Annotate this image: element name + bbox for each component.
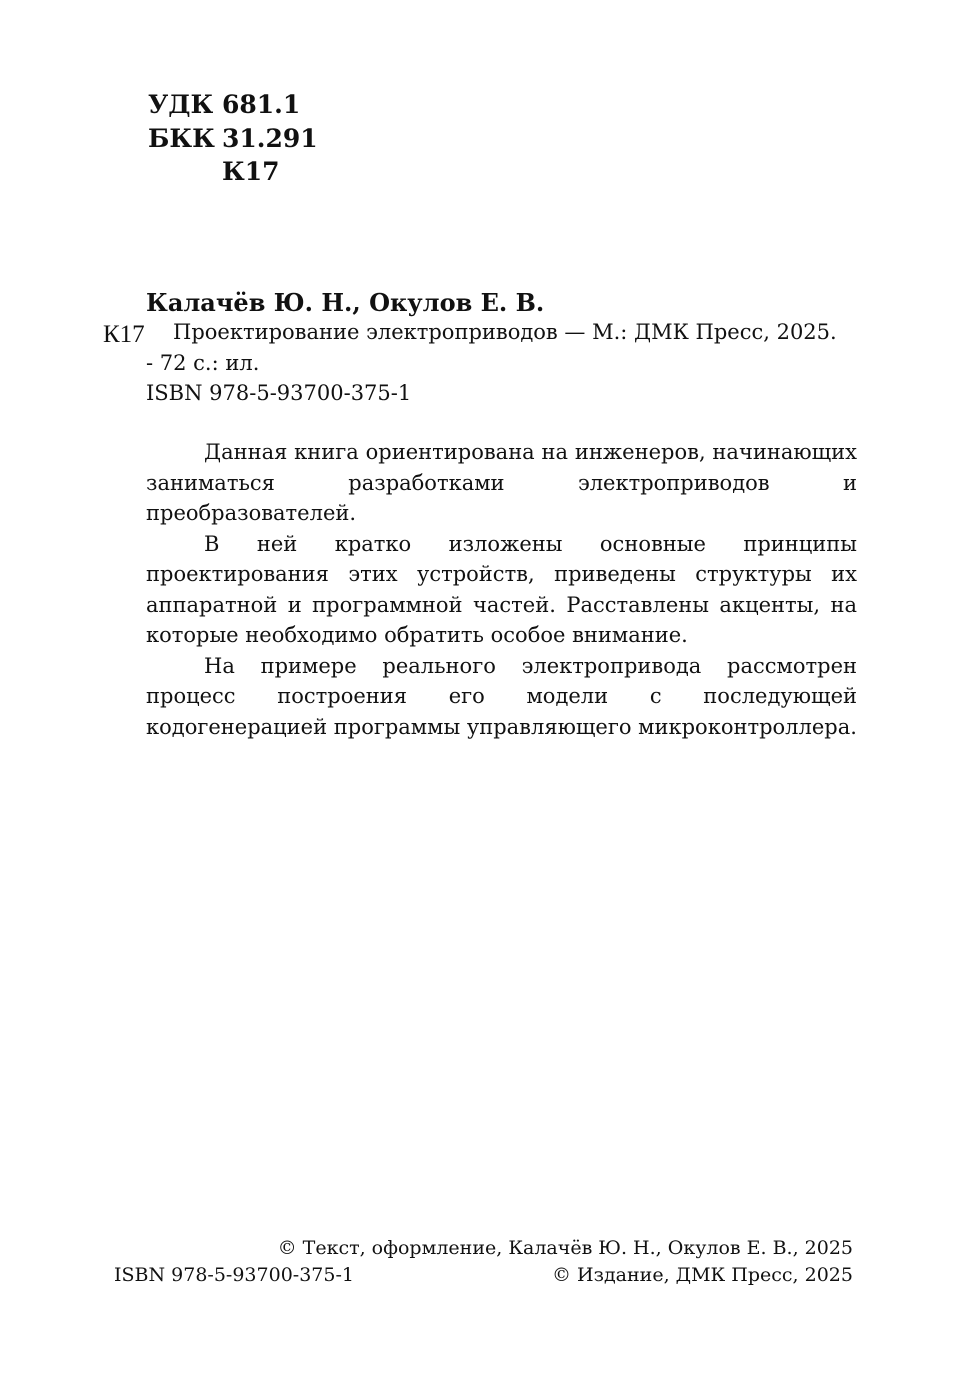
- bbk-value: 31.291: [222, 124, 318, 153]
- annotation: [146, 437, 857, 742]
- isbn-line: ISBN 978-5-93700-375-1: [146, 381, 412, 405]
- annotation-paragraph: В ней кратко изложены основные принципы проектирования этих устройств, приведены структуры их аппаратной и программной частей. Расставлены акценты, на которые необходимо обратить особое внимание.: [146, 531, 857, 647]
- author-mark: К17: [222, 157, 280, 186]
- copyright-text: © Текст, оформление, Калачёв Ю. Н., Окулов Е. В., 2025: [277, 1237, 853, 1259]
- footer-isbn: ISBN 978-5-93700-375-1: [114, 1264, 354, 1286]
- pages-line: - 72 с.: ил.: [146, 351, 260, 375]
- author-mark-row: [148, 157, 280, 187]
- authors-heading: Калачёв Ю. Н., Окулов Е. В.: [146, 288, 545, 317]
- bbk-row: [148, 124, 318, 154]
- author-mark-margin: К17: [103, 321, 145, 348]
- copyright-edition: © Издание, ДМК Пресс, 2025: [552, 1264, 853, 1286]
- udk-row: [148, 90, 300, 120]
- book-title-line: Проектирование электроприводов — М.: ДМК Пресс, 2025.: [173, 320, 837, 344]
- udk-label: УДК: [148, 90, 214, 119]
- annotation-paragraph: Данная книга ориентирована на инженеров, начинающих заниматься разработками электроприводов и преобразователей.: [146, 440, 857, 525]
- annotation-paragraph: На примере реального электропривода рассмотрен процесс построения его модели с последующей кодогенерацией программы управляющего микроконтроллера.: [146, 653, 857, 739]
- udk-value: 681.1: [222, 90, 301, 119]
- bbk-label: БКК: [148, 124, 215, 153]
